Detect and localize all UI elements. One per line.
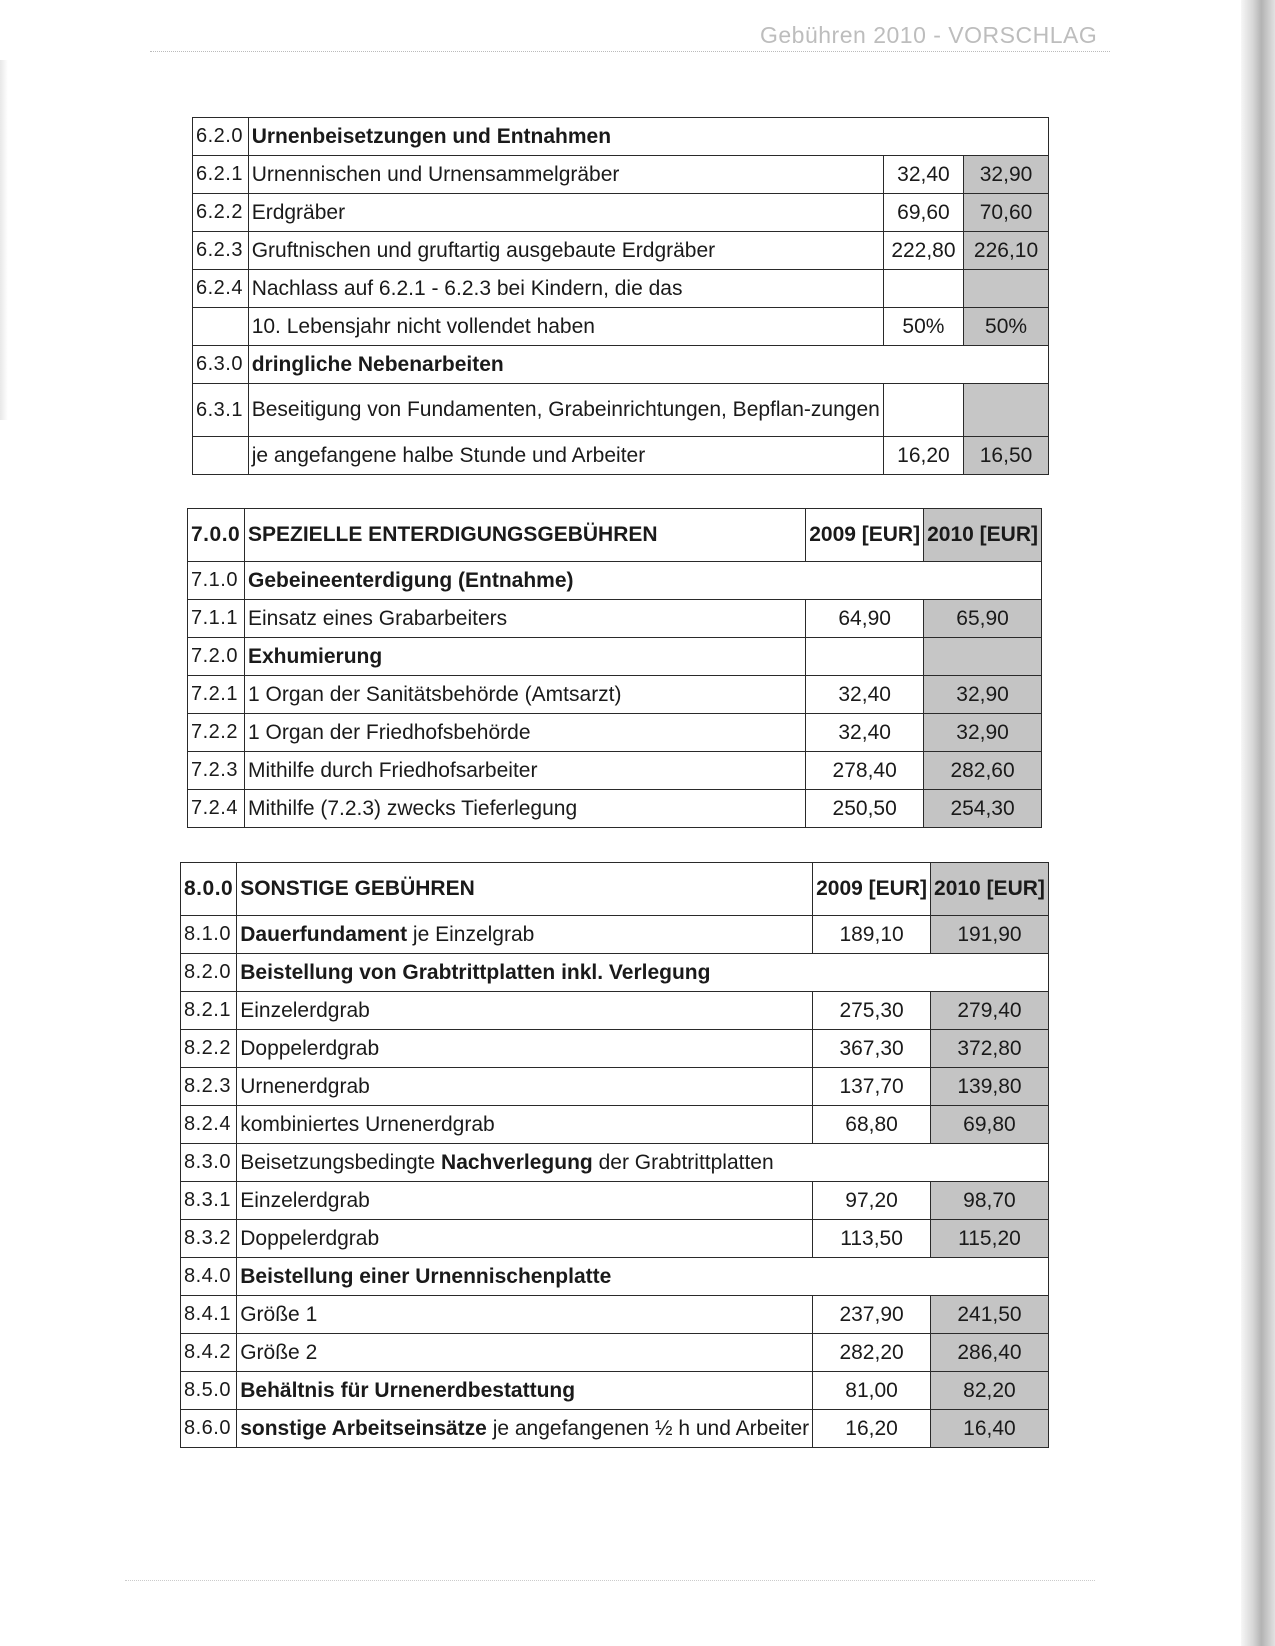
item-code: 6.2.2: [193, 194, 249, 232]
item-label: Mithilfe durch Friedhofsarbeiter: [245, 752, 806, 790]
item-label: je angefangene halbe Stunde und Arbeiter: [248, 437, 883, 475]
value-2010: 115,20: [931, 1220, 1049, 1258]
value-2009: 282,20: [813, 1334, 931, 1372]
value-2009: 69,60: [883, 194, 963, 232]
table-title: SONSTIGE GEBÜHREN: [237, 863, 813, 916]
item-label: Größe 1: [237, 1296, 813, 1334]
item-code: 6.2.3: [193, 232, 249, 270]
item-code: 7.2.0: [188, 638, 245, 676]
value-2010: 82,20: [931, 1372, 1049, 1410]
footer-divider: [125, 1580, 1095, 1581]
table-row: [181, 1296, 1049, 1334]
value-2010: 286,40: [931, 1334, 1049, 1372]
item-code: 8.6.0: [181, 1410, 237, 1448]
table-row: [181, 1334, 1049, 1372]
item-code: 8.2.3: [181, 1068, 237, 1106]
item-code: 8.0.0: [181, 863, 237, 916]
item-label: Einzelerdgrab: [237, 1182, 813, 1220]
table-row: [181, 916, 1049, 954]
value-2010: 98,70: [931, 1182, 1049, 1220]
value-2010: 282,60: [924, 752, 1042, 790]
section-title: Gebeineenterdigung (Entnahme): [245, 562, 1042, 600]
fee-table-6: [192, 117, 1049, 475]
value-2009: 16,20: [813, 1410, 931, 1448]
section-heading-row: [188, 638, 1042, 676]
table-row: [181, 992, 1049, 1030]
table-row: [181, 1068, 1049, 1106]
value-2009: 250,50: [806, 790, 924, 828]
item-label: Beseitigung von Fundamenten, Grabeinrichtungen, Bepflan-zungen: [248, 384, 883, 437]
item-code: 8.3.1: [181, 1182, 237, 1220]
value-2010: 16,40: [931, 1410, 1049, 1448]
item-label: Nachlass auf 6.2.1 - 6.2.3 bei Kindern, die das: [248, 270, 883, 308]
value-2010: 16,50: [964, 437, 1049, 475]
section-title-bold: Nachverlegung: [441, 1150, 593, 1174]
item-code: 8.4.1: [181, 1296, 237, 1334]
value-2010: 139,80: [931, 1068, 1049, 1106]
item-label: Erdgräber: [248, 194, 883, 232]
table-header-row: [188, 509, 1042, 562]
item-label: kombiniertes Urnenerdgrab: [237, 1106, 813, 1144]
value-2009: 113,50: [813, 1220, 931, 1258]
value-2010: 254,30: [924, 790, 1042, 828]
value-2009-empty: [806, 638, 924, 676]
table-row: [188, 752, 1042, 790]
scan-edge-shadow: [1241, 0, 1275, 1646]
item-code: 7.1.1: [188, 600, 245, 638]
item-code: 6.2.0: [193, 118, 249, 156]
value-2010: [964, 270, 1049, 308]
item-label: Gruftnischen und gruftartig ausgebaute Erdgräber: [248, 232, 883, 270]
value-2009: 237,90: [813, 1296, 931, 1334]
item-label: [237, 1410, 813, 1448]
table-row: [188, 600, 1042, 638]
table-row: [193, 232, 1049, 270]
value-2009: 32,40: [883, 156, 963, 194]
section-heading-row: [181, 1144, 1049, 1182]
item-label: Urnenerdgrab: [237, 1068, 813, 1106]
value-2010: 50%: [964, 308, 1049, 346]
value-2009: 64,90: [806, 600, 924, 638]
section-heading-row: [181, 954, 1049, 992]
table-row: [181, 1030, 1049, 1068]
item-code: 7.1.0: [188, 562, 245, 600]
value-2010: 32,90: [924, 676, 1042, 714]
value-2010: [964, 384, 1049, 437]
item-code: 7.2.3: [188, 752, 245, 790]
value-2009: 32,40: [806, 714, 924, 752]
item-code: 6.2.4: [193, 270, 249, 308]
value-2010: 279,40: [931, 992, 1049, 1030]
item-code: 7.0.0: [188, 509, 245, 562]
item-code: 8.4.0: [181, 1258, 237, 1296]
item-code: 7.2.2: [188, 714, 245, 752]
item-label: Größe 2: [237, 1334, 813, 1372]
item-label: Einsatz eines Grabarbeiters: [245, 600, 806, 638]
table-row: [193, 384, 1049, 437]
scan-edge-left: [0, 60, 8, 420]
item-label: Behältnis für Urnenerdbestattung: [237, 1372, 813, 1410]
section-title: Exhumierung: [245, 638, 806, 676]
item-label-rest: je angefangenen ½ h und Arbeiter: [486, 1416, 810, 1440]
value-2009: 275,30: [813, 992, 931, 1030]
column-header-2009: 2009 [EUR]: [806, 509, 924, 562]
item-code: 7.2.1: [188, 676, 245, 714]
item-label: [237, 916, 813, 954]
fee-table-8: [180, 862, 1049, 1448]
item-code: 6.3.1: [193, 384, 249, 437]
item-code: 8.2.4: [181, 1106, 237, 1144]
table-row: [188, 790, 1042, 828]
value-2009: 16,20: [883, 437, 963, 475]
value-2010: 32,90: [924, 714, 1042, 752]
item-code: 8.4.2: [181, 1334, 237, 1372]
table-row: [181, 1220, 1049, 1258]
value-2009: 137,70: [813, 1068, 931, 1106]
item-code: 6.3.0: [193, 346, 249, 384]
item-code: 6.2.1: [193, 156, 249, 194]
value-2009: 367,30: [813, 1030, 931, 1068]
value-2009: 278,40: [806, 752, 924, 790]
item-label: Doppelerdgrab: [237, 1220, 813, 1258]
table-header-row: [181, 863, 1049, 916]
value-2010: 241,50: [931, 1296, 1049, 1334]
item-code: 8.2.1: [181, 992, 237, 1030]
section-title: Beistellung von Grabtrittplatten inkl. Verlegung: [237, 954, 1049, 992]
value-2009: 32,40: [806, 676, 924, 714]
table-row: [193, 156, 1049, 194]
section-heading-row: [193, 346, 1049, 384]
item-label: Einzelerdgrab: [237, 992, 813, 1030]
header-divider: [150, 51, 1110, 52]
value-2009: 50%: [883, 308, 963, 346]
page-header: Gebühren 2010 - VORSCHLAG: [760, 22, 1098, 48]
item-label: 10. Lebensjahr nicht vollendet haben: [248, 308, 883, 346]
column-header-2010: 2010 [EUR]: [931, 863, 1049, 916]
value-2009: [883, 384, 963, 437]
table-row: [181, 1410, 1049, 1448]
value-2010: 69,80: [931, 1106, 1049, 1144]
item-label: 1 Organ der Sanitätsbehörde (Amtsarzt): [245, 676, 806, 714]
table-row: [188, 676, 1042, 714]
value-2010-empty: [924, 638, 1042, 676]
item-label: Doppelerdgrab: [237, 1030, 813, 1068]
table-row: [193, 437, 1049, 475]
item-label-rest: je Einzelgrab: [407, 922, 535, 946]
column-header-2009: 2009 [EUR]: [813, 863, 931, 916]
table-row: [193, 194, 1049, 232]
item-label: 1 Organ der Friedhofsbehörde: [245, 714, 806, 752]
item-code: 7.2.4: [188, 790, 245, 828]
column-header-2010: 2010 [EUR]: [924, 509, 1042, 562]
table-row: [181, 1182, 1049, 1220]
value-2010: 226,10: [964, 232, 1049, 270]
item-code: 8.3.2: [181, 1220, 237, 1258]
value-2009: 68,80: [813, 1106, 931, 1144]
table-row: [193, 270, 1049, 308]
section-title-post: der Grabtrittplatten: [592, 1150, 774, 1174]
table-row: [188, 714, 1042, 752]
item-code: 8.2.2: [181, 1030, 237, 1068]
value-2010: 70,60: [964, 194, 1049, 232]
section-heading-row: [188, 562, 1042, 600]
item-code: 8.5.0: [181, 1372, 237, 1410]
item-label: Urnennischen und Urnensammelgräber: [248, 156, 883, 194]
table-row: [193, 308, 1049, 346]
fee-table-7: [187, 508, 1042, 828]
section-title: Urnenbeisetzungen und Entnahmen: [248, 118, 1048, 156]
table-row: [181, 1106, 1049, 1144]
value-2009: 222,80: [883, 232, 963, 270]
section-title: Beistellung einer Urnennischenplatte: [237, 1258, 1049, 1296]
section-heading-row: [181, 1258, 1049, 1296]
section-title: dringliche Nebenarbeiten: [248, 346, 1048, 384]
value-2009: [883, 270, 963, 308]
section-title: [237, 1144, 1049, 1182]
item-code: 8.3.0: [181, 1144, 237, 1182]
section-heading-row: [193, 118, 1049, 156]
item-label-bold: sonstige Arbeitseinsätze: [240, 1416, 487, 1440]
value-2009: 97,20: [813, 1182, 931, 1220]
item-code: [193, 437, 249, 475]
section-title-pre: Beisetzungsbedingte: [240, 1150, 442, 1174]
value-2010: 32,90: [964, 156, 1049, 194]
table-row: [181, 1372, 1049, 1410]
value-2009: 189,10: [813, 916, 931, 954]
item-code: 8.2.0: [181, 954, 237, 992]
value-2010: 372,80: [931, 1030, 1049, 1068]
item-code: [193, 308, 249, 346]
table-title: SPEZIELLE ENTERDIGUNGSGEBÜHREN: [245, 509, 806, 562]
value-2010: 65,90: [924, 600, 1042, 638]
item-label: Mithilfe (7.2.3) zwecks Tieferlegung: [245, 790, 806, 828]
value-2009: 81,00: [813, 1372, 931, 1410]
item-code: 8.1.0: [181, 916, 237, 954]
item-label-bold: Dauerfundament: [240, 922, 408, 946]
value-2010: 191,90: [931, 916, 1049, 954]
